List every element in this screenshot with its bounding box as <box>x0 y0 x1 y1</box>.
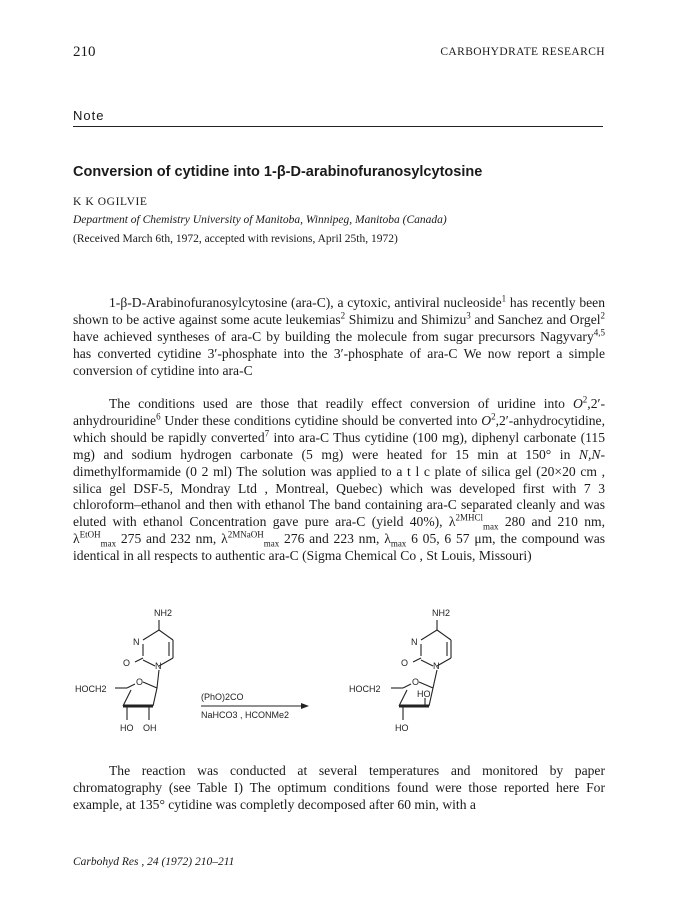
text-segment: O <box>481 412 492 428</box>
section-rule <box>73 126 603 127</box>
text-segment: The conditions used are those that readily effect conversion of uridine into <box>109 396 573 411</box>
text-segment: 1 <box>501 293 507 304</box>
left-o2-label: O <box>123 658 131 668</box>
text-segment: 4,5 <box>593 327 605 338</box>
text-segment: 1-β-D-Arabinofuranosylcytosine (ara-C), a cytoxic, antiviral nucleoside <box>109 295 502 310</box>
text-segment: max <box>483 522 499 533</box>
text-segment: into ara-C Thus cytidine (100 mg), diphenyl carbonate (115 mg) and sodium hydrogen carbonate (5 mg) were heated for 15 min at 150° in <box>73 429 605 462</box>
arrow-head <box>301 703 309 709</box>
body-paragraph-2 <box>73 396 605 565</box>
text-segment: 2 <box>340 310 346 321</box>
text-segment: has recently been shown to be active against some acute leukemias <box>73 295 605 327</box>
text-segment: 275 and 232 nm, λ <box>116 531 228 547</box>
text-segment: N,N <box>578 446 601 462</box>
left-hoch2-label: HOCH2 <box>75 684 107 694</box>
text-segment: max <box>100 538 117 549</box>
text-segment: 2 <box>600 310 605 321</box>
text-segment: max <box>390 538 407 549</box>
text-segment: max <box>263 538 280 549</box>
text-segment: 7 <box>264 428 270 439</box>
left-n3-label: N <box>133 637 140 647</box>
left-ho-label: HO <box>120 723 134 733</box>
reagent-top-label: (PhO)2CO <box>201 692 244 702</box>
text-segment: 6 <box>156 411 161 422</box>
page-number: 210 <box>73 44 96 60</box>
text-segment: 276 and 223 nm, λ <box>279 531 391 547</box>
text-segment: -dimethylformamide (0 2 ml) The solution was applied to a t l c plate of silica gel (20×20 cm , silica gel DSF-5, Mondray Ltd , Montreal, Quebec) which was developed first with 7 3 chloroform–ethanol and then with ethanol The band containing ara-C separated cleanly and was eluted with ethanol Concentration gave pure ara-C (yield 40%), λ <box>73 446 605 530</box>
text-segment: EtOH <box>79 529 101 540</box>
cytidine-structure <box>115 620 173 720</box>
footer-citation: Carbohyd Res , 24 (1972) 210–211 <box>73 856 235 868</box>
journal-header: CARBOHYDRATE RESEARCH <box>440 46 605 58</box>
right-n1-label: N <box>433 661 440 671</box>
text-segment: 3 <box>466 310 471 321</box>
right-hoch2-label: HOCH2 <box>349 684 381 694</box>
body-paragraph-1 <box>73 295 605 380</box>
affiliation: Department of Chemistry University of Manitoba, Winnipeg, Manitoba (Canada) <box>73 214 447 226</box>
text-segment: Under these conditions cytidine should be converted into <box>160 412 482 428</box>
text-segment: 2MNaOH <box>227 529 264 540</box>
text-segment: 2MHCl <box>455 512 483 523</box>
left-oh-label: OH <box>143 723 157 733</box>
author: K K OGILVIE <box>73 196 148 208</box>
text-segment: 2 <box>491 411 496 422</box>
text-segment: Shimizu and Shimizu <box>345 311 467 327</box>
received-date: (Received March 6th, 1972, accepted with revisions, April 25th, 1972) <box>73 233 398 245</box>
text-segment: O <box>572 396 583 411</box>
right-ho2-label: HO <box>417 689 431 699</box>
right-n3-label: N <box>411 637 418 647</box>
right-o2-label: O <box>401 658 409 668</box>
text-segment: and Sanchez and Orgel <box>470 311 601 327</box>
left-nh2-label: NH2 <box>154 608 173 618</box>
left-n1-label: N <box>155 661 162 671</box>
section-label: Note <box>73 108 105 123</box>
text-segment: The reaction was conducted at several temperatures and monitored by paper chromatography (see Table I) The optimum conditions found were those reported here For example, at 135° cytidine was completly decomposed after 60 min, with a <box>73 763 605 812</box>
left-ring-o-label: O <box>136 677 144 687</box>
text-segment: have achieved syntheses of ara-C by building the molecule from sugar precursors Nagyvary <box>73 328 594 344</box>
text-segment: 2 <box>582 394 588 405</box>
text-segment: ,2′-anhydrouridine <box>73 396 605 428</box>
reaction-scheme <box>73 600 613 750</box>
article-title: Conversion of cytidine into 1-β-D-arabinofuranosylcytosine <box>73 164 483 180</box>
ara-c-structure <box>391 620 451 720</box>
text-segment: 6 05, 6 57 μm, the compound was identical in all respects to authentic ara-C (Sigma Chemical Co , St Louis, Missouri) <box>73 531 606 564</box>
text-segment: ,2′-anhydrocytidine, which should be rapidly converted <box>73 412 605 445</box>
reagent-bottom-label: NaHCO3 , HCONMe2 <box>201 710 290 720</box>
body-paragraph-3 <box>73 763 605 814</box>
text-segment: has converted cytidine 3′-phosphate into the 3′-phosphate of ara-C We now report a simple conversion of cytidine into ara-C <box>73 345 605 378</box>
right-ring-o-label: O <box>412 677 420 687</box>
right-ho3-label: HO <box>395 723 409 733</box>
text-segment: 280 and 210 nm, λ <box>73 514 605 547</box>
right-nh2-label: NH2 <box>432 608 451 618</box>
